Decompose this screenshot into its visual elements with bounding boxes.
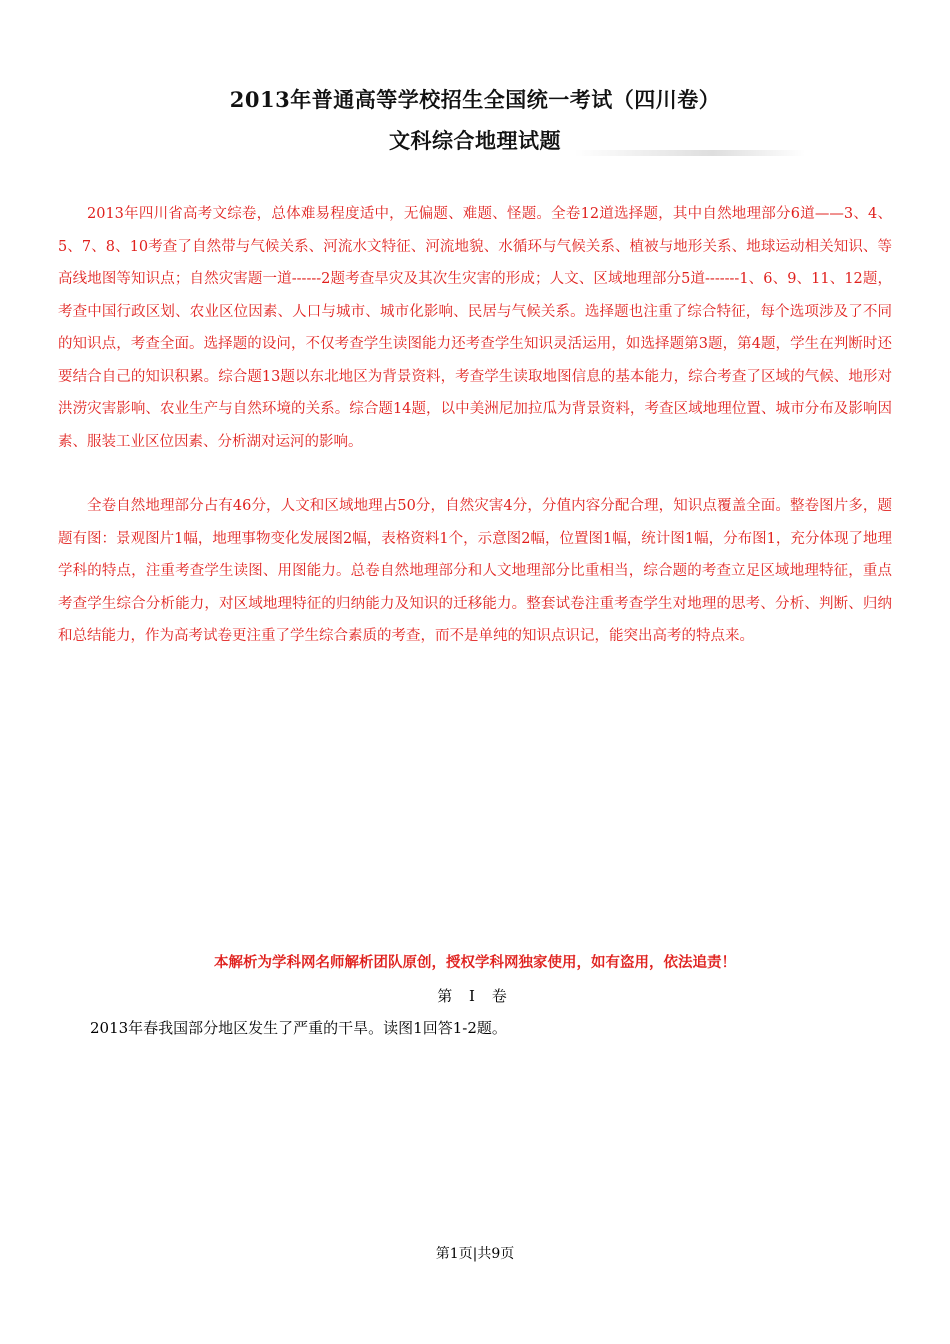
analysis-paragraph-2: 全卷自然地理部分占有46分，人文和区域地理占50分，自然灾害4分，分值内容分配合理，知识点覆盖全面。整卷图片多，题题有图：景观图片1幅，地理事物变化发展图2幅，表格资料1个，示意图2幅，位置图1幅，统计图1幅，分布图1，充分体现了地理学科的特点，注重考查学生读图、用图能力。总卷自然地理部分和人文地理部分比重相当，综合题的考查立足区域地理特征，重点考查学生综合分析能力，对区域地理特征的归纳能力及知识的迁移能力。整套试卷注重考查学生对地理的思考、分析、判断、归纳和总结能力，作为高考试卷更注重了学生综合素质的考查，而不是单纯的知识点识记，能突出高考的特点来。 [58,498,892,644]
copyright-notice: 本解析为学科网名师解析团队原创，授权学科网独家使用，如有盗用，依法追责！ [214,955,736,971]
page-footer: 第1页|共9页 [435,1246,515,1262]
subtitle-brush-stroke [575,150,805,156]
document-title: 2013年普通高等学校招生全国统一考试（四川卷） [229,87,721,112]
question-intro: 2013年春我国部分地区发生了严重的干旱。读图1回答1-2题。 [90,1019,507,1037]
document-subtitle: 文科综合地理试题 [389,128,561,153]
analysis-summary-section [58,198,892,458]
volume-heading: 第 I 卷 [437,987,513,1005]
analysis-summary-section-2 [58,490,892,653]
analysis-paragraph-1: 2013年四川省高考文综卷，总体难易程度适中，无偏题、难题、怪题。全卷12道选择题，其中自然地理部分6道——3、4、5、7、8、10考查了自然带与气候关系、河流水文特征、河流地貌、水循环与气候关系、植被与地形关系、地球运动相关知识、等高线地图等知识点；自然灾害题一道------2题考查旱灾及其次生灾害的形成；人文、区域地理部分5道-------1、6、9、11、12题，考查中国行政区划、农业区位因素、人口与城市、城市化影响、民居与气候关系。选择题也注重了综合特征，每个选项涉及了不同的知识点，考查全面。选择题的设问，不仅考查学生读图能力还考查学生知识灵活运用，如选择题第3题，第4题，学生在判断时还要结合自己的知识积累。综合题13题以东北地区为背景资料，考查学生读取地图信息的基本能力，综合考查了区域的气候、地形对洪涝灾害影响、农业生产与自然环境的关系。综合题14题，以中美洲尼加拉瓜为背景资料，考查区域地理位置、城市分布及影响因素、服装工业区位因素、分析湖对运河的影响。 [58,206,892,450]
